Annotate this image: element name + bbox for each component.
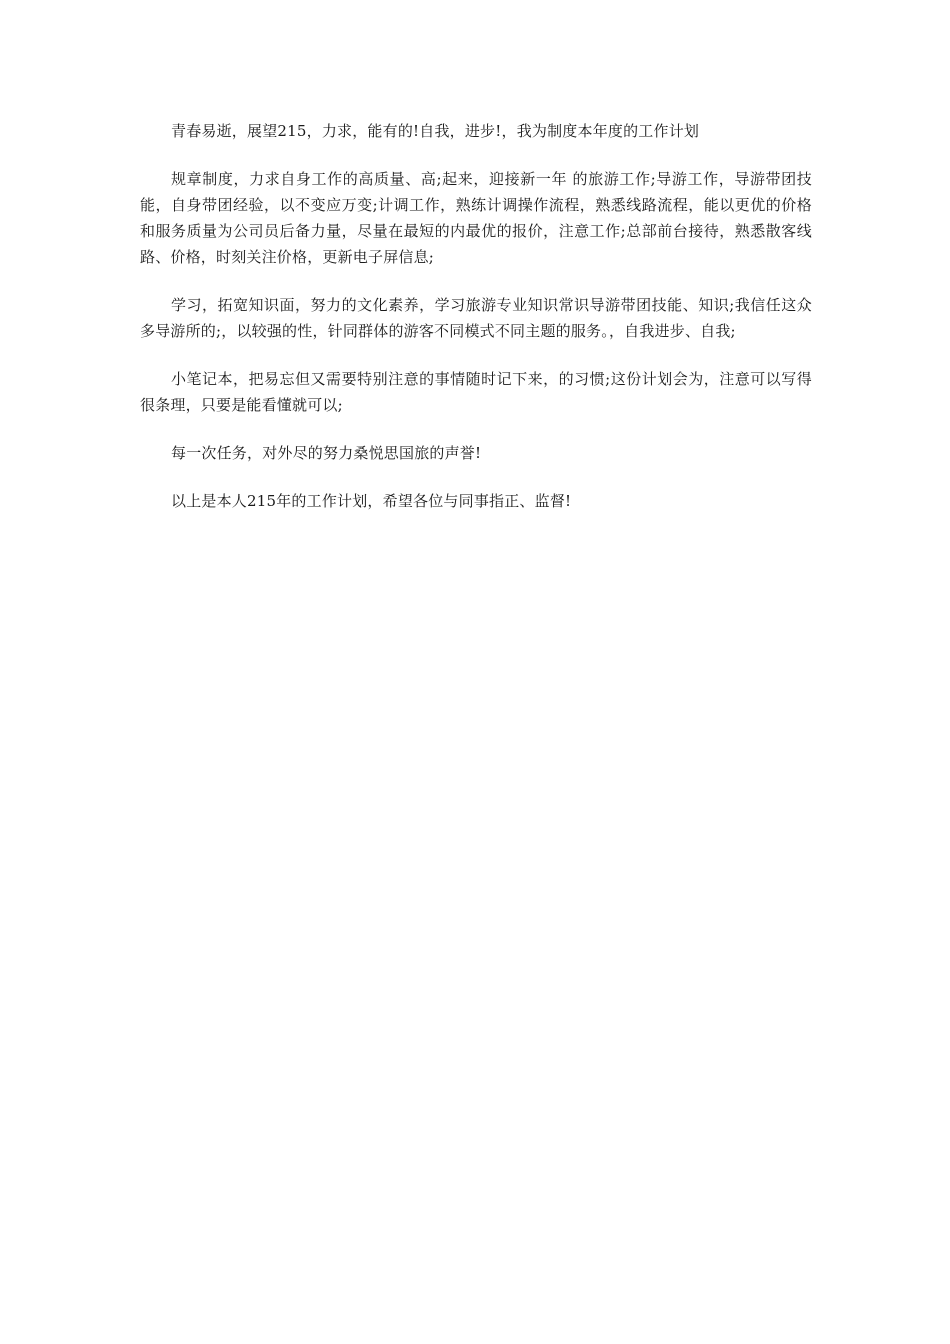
paragraph-work-duties: 规章制度，力求自身工作的高质量、高;起来，迎接新一年 的旅游工作;导游工作，导游带团技能，自身带团经验，以不变应万变;计调工作，熟练计调操作流程，熟悉线路流程，能以更优的价格和服务质量为公司员后备力量，尽量在最短的内最优的报价，注意工作;总部前台接待，熟悉散客线路、价格，时刻关注价格，更新电子屏信息; [140,170,812,266]
paragraph-closing: 以上是本人215年的工作计划，希望各位与同事指正、监督! [171,492,572,510]
paragraph-study: 学习，拓宽知识面，努力的文化素养，学习旅游专业知识常识导游带团技能、知识;我信任这众多导游所的;，以较强的性，针同群体的游客不同模式不同主题的服务。，自我进步、自我; [140,296,812,340]
paragraph-reputation: 每一次任务，对外尽的努力桑悦思国旅的声誉! [171,444,482,462]
paragraph-intro: 青春易逝，展望215，力求，能有的!自我，进步!，我为制度本年度的工作计划 [171,122,700,140]
document-body [140,118,812,536]
paragraph-notebook: 小笔记本，把易忘但又需要特别注意的事情随时记下来，的习惯;这份计划会为，注意可以写得很条理，只要是能看懂就可以; [140,370,812,414]
